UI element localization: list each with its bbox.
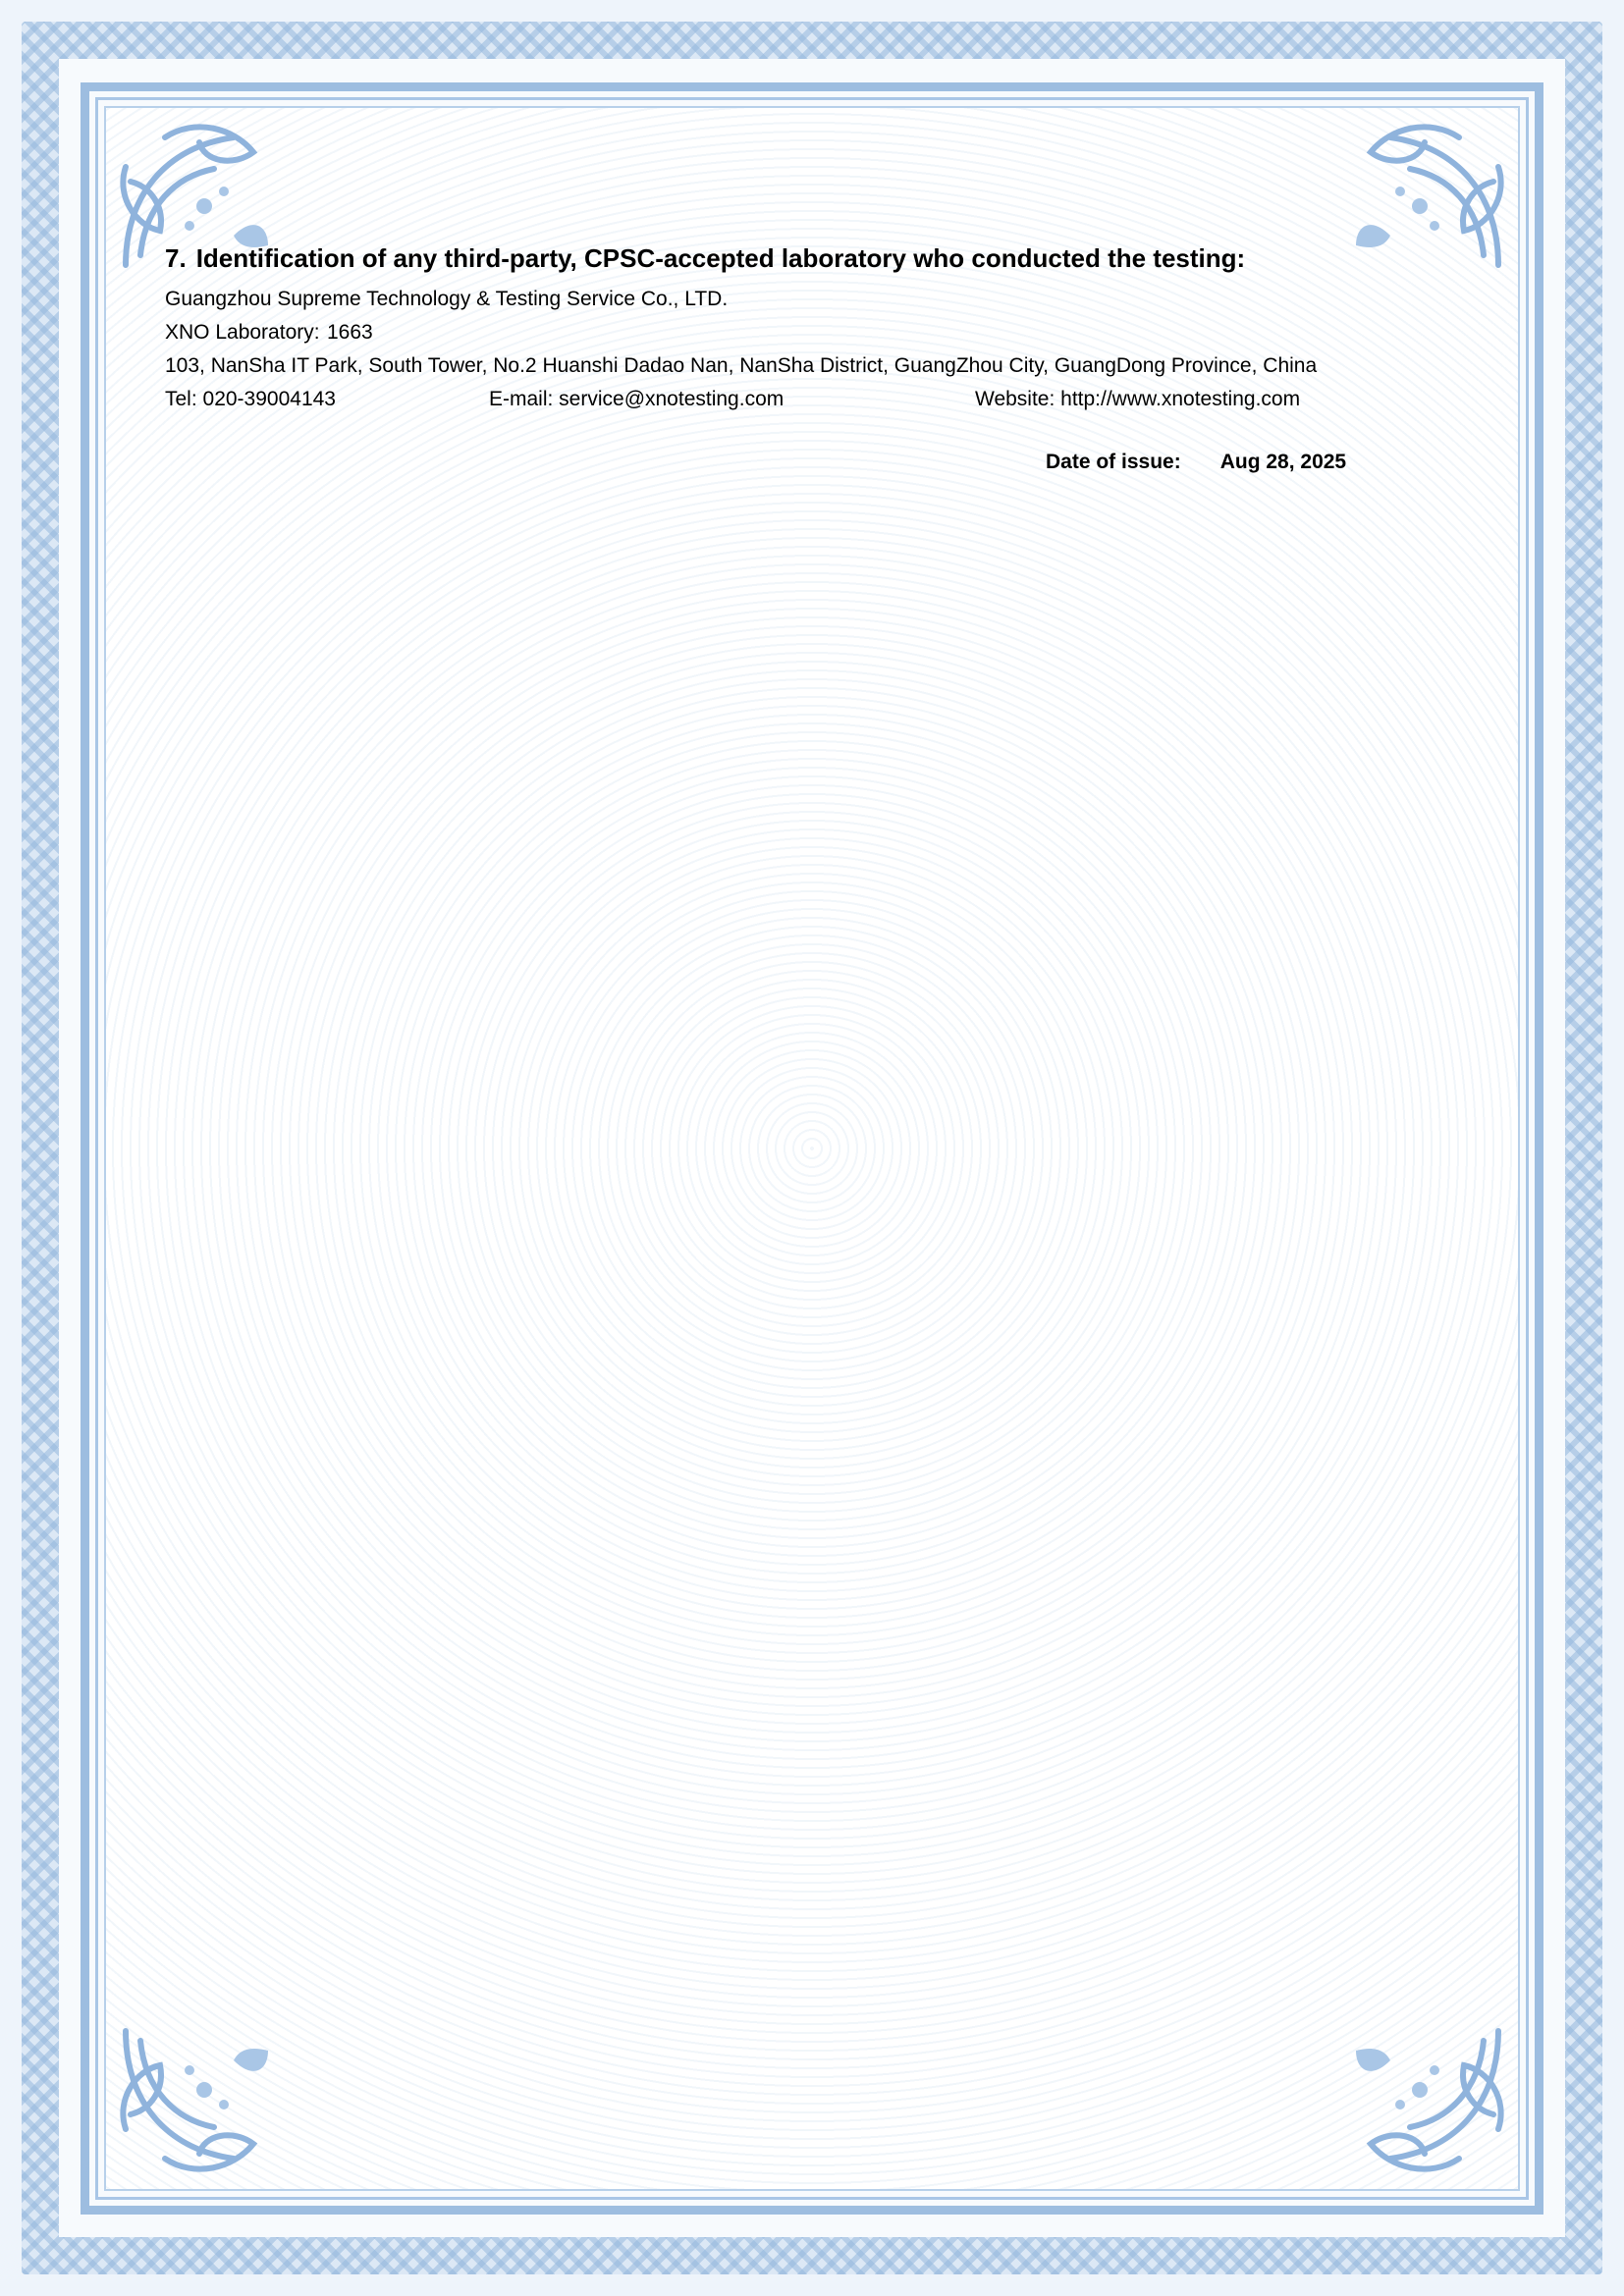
date-of-issue: [1046, 448, 1346, 477]
lab-website: Website: http://www.xnotesting.com: [975, 388, 1301, 410]
lab-email: E-mail: service@xnotesting.com: [489, 388, 785, 410]
section-content: [165, 241, 1363, 416]
lab-id-line: [165, 316, 1363, 349]
section-heading: [165, 241, 1363, 275]
issue-label: Date of issue:: [1046, 451, 1181, 473]
corner-ornament-icon: [1341, 108, 1518, 285]
lab-address: 103, NanSha IT Park, South Tower, No.2 Huanshi Dadao Nan, NanSha District, GuangZhou City, GuangDong Province, China: [165, 354, 1318, 377]
contact-row: [165, 383, 1363, 416]
certificate-body: [104, 106, 1520, 2191]
issue-date: Aug 28, 2025: [1219, 451, 1347, 473]
lab-number: 1663: [327, 321, 373, 344]
lab-tel: Tel: 020-39004143: [165, 388, 336, 410]
lab-label: XNO Laboratory:: [165, 321, 320, 344]
company-name: Guangzhou Supreme Technology & Testing Service Co., LTD.: [165, 288, 729, 310]
section-title: Identification of any third-party, CPSC-accepted laboratory who conducted the testing:: [195, 243, 1246, 273]
section-number: 7.: [165, 243, 187, 273]
corner-ornament-icon: [1341, 2011, 1518, 2188]
corner-ornament-icon: [106, 2011, 283, 2188]
